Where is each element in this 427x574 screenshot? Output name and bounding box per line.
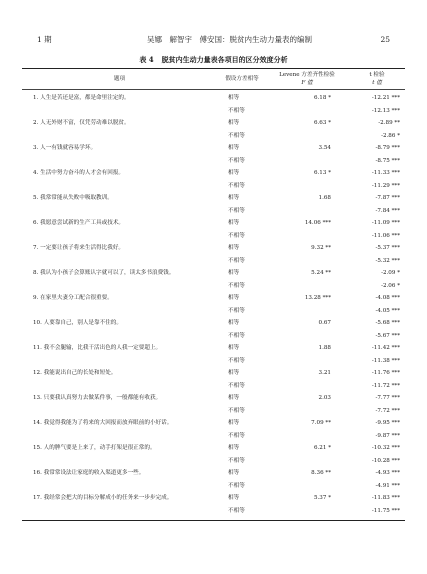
levene-f-value: 14.06 *** <box>304 220 331 226</box>
item-text: 4. 生活中努力奋斗的人才会有回报。 <box>33 170 125 176</box>
t-value-unequal: -2.06 * <box>381 282 400 289</box>
t-value-unequal: -11.29 *** <box>371 182 400 189</box>
levene-f-value: 3.54 <box>318 145 331 151</box>
t-value-unequal: -11.06 *** <box>371 232 400 239</box>
table-caption <box>0 55 427 65</box>
levene-f-value: 6.18 * <box>313 95 331 101</box>
t-value-unequal: -11.38 *** <box>371 357 400 364</box>
levene-f-value: 7.09 ** <box>311 420 331 426</box>
page-number: 25 <box>380 35 390 44</box>
levene-f-value: 5.37 * <box>313 495 331 501</box>
levene-f-blank <box>273 330 353 343</box>
levene-f-blank <box>273 205 353 218</box>
item-text: 14. 我觉得我能为了将来的大回报而放弃眼前的小好话。 <box>33 420 173 426</box>
levene-f-value: 6.63 * <box>313 120 331 126</box>
levene-f-blank <box>273 255 353 268</box>
levene-f-value: 6.21 * <box>313 445 331 451</box>
discrimination-table <box>22 92 405 517</box>
levene-f-blank <box>273 505 353 518</box>
item-text: 7. 一定要让孩子将来生活得比我好。 <box>33 245 125 251</box>
item-text: 5. 我常常能从失败中吸取教训。 <box>33 195 113 201</box>
assumption-unequal: 不相等 <box>228 307 245 314</box>
levene-f-value: 2.03 <box>318 395 331 401</box>
t-value-unequal: -7.72 *** <box>375 407 400 414</box>
table-row <box>22 317 405 330</box>
table-row <box>22 117 405 130</box>
levene-f-value: 1.68 <box>318 195 331 201</box>
table-row <box>22 92 405 105</box>
assumption-unequal: 不相等 <box>228 357 245 364</box>
t-value-equal: -10.32 *** <box>371 445 400 451</box>
table-row <box>22 367 405 380</box>
table-row <box>22 480 405 493</box>
t-value-equal: -11.83 *** <box>371 495 400 501</box>
item-blank <box>22 280 228 293</box>
levene-f-blank <box>273 455 353 468</box>
item-text: 15. 人的脾气要是上来了，动手打架是很正常的。 <box>33 445 156 451</box>
assumption-unequal: 不相等 <box>228 282 245 289</box>
table-body <box>22 92 405 517</box>
t-value-equal: -2.89 ** <box>378 120 400 126</box>
t-value-unequal: -10.28 *** <box>371 457 400 464</box>
table-row <box>22 405 405 418</box>
t-value-equal: -7.87 *** <box>375 195 400 201</box>
assumption-equal: 相等 <box>228 95 240 101</box>
assumption-unequal: 不相等 <box>228 507 245 514</box>
table-row <box>22 492 405 505</box>
issue-label: 1 期 <box>37 35 52 44</box>
item-blank <box>22 105 228 118</box>
item-text: 3. 人一有钱就容易学坏。 <box>33 145 97 151</box>
t-value-equal: -5.37 *** <box>375 245 400 251</box>
item-text: 12. 我能说出自己的长处和短处。 <box>33 370 117 376</box>
table-row <box>22 380 405 393</box>
item-text: 16. 我常常设法让家庭的收入渠道更多一些。 <box>33 470 145 476</box>
item-blank <box>22 355 228 368</box>
levene-f-blank <box>273 355 353 368</box>
t-value-unequal: -4.05 *** <box>375 307 400 314</box>
item-blank <box>22 230 228 243</box>
item-blank <box>22 480 228 493</box>
table-row <box>22 155 405 168</box>
item-text: 8. 我认为小孩子会算账认字就可以了，读太多书浪费钱。 <box>33 270 175 276</box>
table-row <box>22 430 405 443</box>
item-blank <box>22 255 228 268</box>
t-value-equal: -11.42 *** <box>371 345 400 351</box>
col-levene-line1: Levene 方差齐性检验 <box>279 72 335 78</box>
assumption-unequal: 不相等 <box>228 232 245 239</box>
item-blank <box>22 430 228 443</box>
item-text: 17. 我经常会把大的目标分解成小的任务来一步步完成。 <box>33 495 173 501</box>
levene-f-blank <box>273 105 353 118</box>
bottom-rule <box>22 520 405 521</box>
item-text: 6. 我愿意尝试新的生产工具或技术。 <box>33 220 125 226</box>
t-value-equal: -11.76 *** <box>371 370 400 376</box>
assumption-equal: 相等 <box>228 445 240 451</box>
table-row <box>22 242 405 255</box>
table-row <box>22 130 405 143</box>
assumption-equal: 相等 <box>228 220 240 226</box>
assumption-unequal: 不相等 <box>228 182 245 189</box>
levene-f-blank <box>273 380 353 393</box>
assumption-equal: 相等 <box>228 395 240 401</box>
table-row <box>22 230 405 243</box>
item-text: 13. 只要我认真努力去做某件事，一般都能有收获。 <box>33 395 162 401</box>
item-blank <box>22 305 228 318</box>
assumption-equal: 相等 <box>228 145 240 151</box>
assumption-equal: 相等 <box>228 195 240 201</box>
levene-f-value: 9.32 ** <box>311 245 331 251</box>
item-text: 2. 人无外财不富，仅凭劳动难以脱贫。 <box>33 120 130 126</box>
assumption-unequal: 不相等 <box>228 382 245 389</box>
t-value-unequal: -7.84 *** <box>375 207 400 214</box>
assumption-unequal: 不相等 <box>228 457 245 464</box>
table-row <box>22 505 405 518</box>
assumption-unequal: 不相等 <box>228 407 245 414</box>
col-head-item <box>22 75 217 83</box>
assumption-equal: 相等 <box>228 245 240 251</box>
t-value-unequal: -5.32 *** <box>375 257 400 264</box>
t-value-equal: -11.09 *** <box>371 220 400 226</box>
table-title: 脱贫内生动力量表各项目的区分效度分析 <box>161 55 288 64</box>
assumption-equal: 相等 <box>228 495 240 501</box>
col-head-assumption <box>217 75 267 83</box>
assumption-unequal: 不相等 <box>228 207 245 214</box>
assumption-unequal: 不相等 <box>228 157 245 164</box>
levene-f-blank <box>273 155 353 168</box>
levene-f-value: 5.24 ** <box>311 270 331 276</box>
table-row <box>22 292 405 305</box>
assumption-equal: 相等 <box>228 370 240 376</box>
t-value-unequal: -12.13 *** <box>371 107 400 114</box>
item-text: 9. 在家里夫妻分工配合很重要。 <box>33 295 113 301</box>
running-head <box>37 34 390 46</box>
t-value-unequal: -8.75 *** <box>375 157 400 164</box>
t-value-unequal: -2.86 * <box>381 132 400 139</box>
table-row <box>22 280 405 293</box>
table-row <box>22 342 405 355</box>
assumption-unequal: 不相等 <box>228 132 245 139</box>
levene-f-blank <box>273 405 353 418</box>
t-value-equal: -2.09 * <box>381 270 400 276</box>
assumption-equal: 相等 <box>228 420 240 426</box>
levene-f-value: 13.28 *** <box>304 295 331 301</box>
table-row <box>22 442 405 455</box>
table-row <box>22 467 405 480</box>
levene-f-value: 6.13 * <box>313 170 331 176</box>
table-row <box>22 417 405 430</box>
levene-f-blank <box>273 280 353 293</box>
levene-f-value: 0.67 <box>318 320 331 326</box>
t-value-equal: -4.93 *** <box>375 470 400 476</box>
t-value-equal: -7.77 *** <box>375 395 400 401</box>
levene-f-value: 1.88 <box>318 345 331 351</box>
levene-f-blank <box>273 230 353 243</box>
levene-f-blank <box>273 480 353 493</box>
t-value-unequal: -11.72 *** <box>371 382 400 389</box>
levene-f-value: 8.36 ** <box>311 470 331 476</box>
assumption-unequal: 不相等 <box>228 432 245 439</box>
item-blank <box>22 405 228 418</box>
table-row <box>22 392 405 405</box>
item-blank <box>22 130 228 143</box>
top-rule <box>22 68 405 69</box>
col-ttest-line2: t 值 <box>372 80 382 86</box>
table-row <box>22 142 405 155</box>
assumption-equal: 相等 <box>228 470 240 476</box>
table-row <box>22 205 405 218</box>
col-ttest-line1: t 检验 <box>369 72 385 78</box>
t-value-equal: -5.68 *** <box>375 320 400 326</box>
col-head-ttest <box>352 71 402 87</box>
item-text: 11. 我不会腿输，比我干活出色的人我一定要超上。 <box>33 345 162 351</box>
col-item-label: 题项 <box>113 76 126 82</box>
assumption-equal: 相等 <box>228 320 240 326</box>
assumption-unequal: 不相等 <box>228 107 245 114</box>
t-value-equal: -11.33 *** <box>371 170 400 176</box>
item-text: 10. 人要靠自己，别人是靠不住的。 <box>33 320 122 326</box>
levene-f-value: 3.21 <box>318 370 331 376</box>
table-row <box>22 217 405 230</box>
table-row <box>22 305 405 318</box>
running-title: 吴娜 解智宇 傅安国：脱贫内生动力量表的编制 <box>147 35 312 44</box>
item-text: 1. 人生是苦还是富，都是命里注定的。 <box>33 95 130 101</box>
col-assumption-label: 假设方差相等 <box>225 76 259 82</box>
t-value-equal: -4.08 *** <box>375 295 400 301</box>
item-blank <box>22 205 228 218</box>
table-row <box>22 105 405 118</box>
t-value-unequal: -11.75 *** <box>371 507 400 514</box>
t-value-equal: -8.79 *** <box>375 145 400 151</box>
assumption-unequal: 不相等 <box>228 332 245 339</box>
item-blank <box>22 330 228 343</box>
table-row <box>22 167 405 180</box>
item-blank <box>22 380 228 393</box>
table-row <box>22 192 405 205</box>
assumption-equal: 相等 <box>228 120 240 126</box>
t-value-equal: -12.21 *** <box>371 95 400 101</box>
header-rule <box>22 89 405 90</box>
table-row <box>22 255 405 268</box>
assumption-equal: 相等 <box>228 170 240 176</box>
table-row <box>22 355 405 368</box>
assumption-equal: 相等 <box>228 295 240 301</box>
item-blank <box>22 505 228 518</box>
item-blank <box>22 455 228 468</box>
table-row <box>22 180 405 193</box>
assumption-equal: 相等 <box>228 345 240 351</box>
t-value-unequal: -5.67 *** <box>375 332 400 339</box>
assumption-unequal: 不相等 <box>228 482 245 489</box>
table-number: 表 4 <box>139 55 154 64</box>
levene-f-blank <box>273 430 353 443</box>
levene-f-blank <box>273 180 353 193</box>
t-value-unequal: -4.91 *** <box>375 482 400 489</box>
col-levene-line2: F 值 <box>301 80 313 86</box>
assumption-equal: 相等 <box>228 270 240 276</box>
t-value-unequal: -9.87 *** <box>375 432 400 439</box>
t-value-equal: -9.95 *** <box>375 420 400 426</box>
col-head-levene <box>272 71 342 87</box>
assumption-unequal: 不相等 <box>228 257 245 264</box>
levene-f-blank <box>273 305 353 318</box>
table-row <box>22 455 405 468</box>
item-blank <box>22 180 228 193</box>
table-row <box>22 330 405 343</box>
table-row <box>22 267 405 280</box>
item-blank <box>22 155 228 168</box>
levene-f-blank <box>273 130 353 143</box>
